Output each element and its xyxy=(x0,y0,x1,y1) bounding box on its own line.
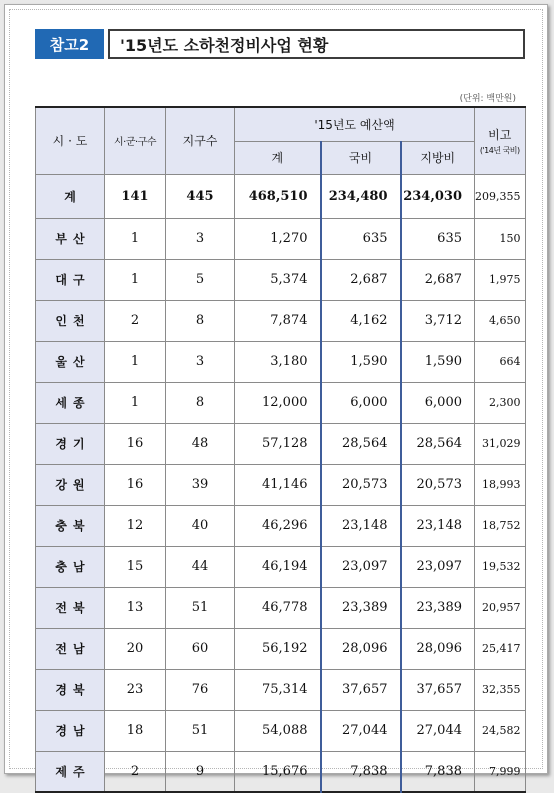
region-cell: 경남 xyxy=(36,710,105,751)
national-cell: 20,573 xyxy=(321,464,401,505)
note-cell: 2,300 xyxy=(475,382,526,423)
districts-cell: 44 xyxy=(166,546,235,587)
region-cell: 전남 xyxy=(36,628,105,669)
table-row xyxy=(36,628,526,669)
national-cell: 28,564 xyxy=(321,423,401,464)
local-cell: 23,148 xyxy=(401,505,475,546)
districts-cell: 3 xyxy=(166,341,235,382)
counties-cell: 141 xyxy=(105,174,166,218)
note-cell: 150 xyxy=(475,218,526,259)
region-cell: 부산 xyxy=(36,218,105,259)
national-cell: 234,480 xyxy=(321,174,401,218)
total-cell: 41,146 xyxy=(235,464,321,505)
note-cell: 19,532 xyxy=(475,546,526,587)
table-row xyxy=(36,505,526,546)
region-cell: 전북 xyxy=(36,587,105,628)
districts-cell: 445 xyxy=(166,174,235,218)
districts-cell: 40 xyxy=(166,505,235,546)
counties-cell: 1 xyxy=(105,382,166,423)
header-national: 국비 xyxy=(321,141,401,174)
local-cell: 27,044 xyxy=(401,710,475,751)
counties-cell: 1 xyxy=(105,218,166,259)
note-cell: 7,999 xyxy=(475,751,526,792)
table-row xyxy=(36,464,526,505)
total-cell: 7,874 xyxy=(235,300,321,341)
region-cell: 세종 xyxy=(36,382,105,423)
local-cell: 3,712 xyxy=(401,300,475,341)
header-note xyxy=(475,107,526,174)
region-cell: 제주 xyxy=(36,751,105,792)
table-row xyxy=(36,341,526,382)
region-cell: 충북 xyxy=(36,505,105,546)
note-cell: 18,993 xyxy=(475,464,526,505)
reference-badge: 참고2 xyxy=(35,29,104,59)
total-cell: 56,192 xyxy=(235,628,321,669)
counties-cell: 2 xyxy=(105,751,166,792)
note-cell: 24,582 xyxy=(475,710,526,751)
districts-cell: 76 xyxy=(166,669,235,710)
counties-cell: 1 xyxy=(105,341,166,382)
local-cell: 7,838 xyxy=(401,751,475,792)
total-cell: 3,180 xyxy=(235,341,321,382)
region-cell: 대구 xyxy=(36,259,105,300)
unit-label: (단위: 백만원) xyxy=(459,94,516,104)
region-cell: 인천 xyxy=(36,300,105,341)
note-cell: 31,029 xyxy=(475,423,526,464)
districts-cell: 39 xyxy=(166,464,235,505)
national-cell: 23,097 xyxy=(321,546,401,587)
counties-cell: 13 xyxy=(105,587,166,628)
header-region: 시 · 도 xyxy=(36,107,105,174)
note-cell: 664 xyxy=(475,341,526,382)
counties-cell: 16 xyxy=(105,423,166,464)
counties-cell: 16 xyxy=(105,464,166,505)
districts-cell: 3 xyxy=(166,218,235,259)
total-cell: 468,510 xyxy=(235,174,321,218)
header-note-label: 비고 xyxy=(488,127,512,142)
local-cell: 23,389 xyxy=(401,587,475,628)
header-total: 계 xyxy=(235,141,321,174)
counties-cell: 18 xyxy=(105,710,166,751)
local-cell: 23,097 xyxy=(401,546,475,587)
total-cell: 57,128 xyxy=(235,423,321,464)
national-cell: 23,148 xyxy=(321,505,401,546)
national-cell: 27,044 xyxy=(321,710,401,751)
counties-cell: 2 xyxy=(105,300,166,341)
local-cell: 2,687 xyxy=(401,259,475,300)
districts-cell: 51 xyxy=(166,587,235,628)
table-row xyxy=(36,587,526,628)
districts-cell: 5 xyxy=(166,259,235,300)
national-cell: 4,162 xyxy=(321,300,401,341)
page-title: '15년도 소하천정비사업 현황 xyxy=(108,29,525,59)
table-row xyxy=(36,382,526,423)
counties-cell: 20 xyxy=(105,628,166,669)
table-row xyxy=(36,300,526,341)
table-row xyxy=(36,710,526,751)
total-cell: 46,778 xyxy=(235,587,321,628)
local-cell: 20,573 xyxy=(401,464,475,505)
total-cell: 1,270 xyxy=(235,218,321,259)
districts-cell: 51 xyxy=(166,710,235,751)
local-cell: 635 xyxy=(401,218,475,259)
region-cell: 계 xyxy=(36,174,105,218)
region-cell: 충남 xyxy=(36,546,105,587)
local-cell: 6,000 xyxy=(401,382,475,423)
table-row xyxy=(36,259,526,300)
note-cell: 32,355 xyxy=(475,669,526,710)
districts-cell: 8 xyxy=(166,382,235,423)
national-cell: 37,657 xyxy=(321,669,401,710)
districts-cell: 8 xyxy=(166,300,235,341)
national-cell: 7,838 xyxy=(321,751,401,792)
local-cell: 1,590 xyxy=(401,341,475,382)
national-cell: 23,389 xyxy=(321,587,401,628)
national-cell: 6,000 xyxy=(321,382,401,423)
header-districts: 지구수 xyxy=(166,107,235,174)
counties-cell: 15 xyxy=(105,546,166,587)
national-cell: 1,590 xyxy=(321,341,401,382)
region-cell: 경기 xyxy=(36,423,105,464)
local-cell: 234,030 xyxy=(401,174,475,218)
counties-cell: 12 xyxy=(105,505,166,546)
table-row xyxy=(36,218,526,259)
region-cell: 경북 xyxy=(36,669,105,710)
table-row xyxy=(36,423,526,464)
local-cell: 28,096 xyxy=(401,628,475,669)
districts-cell: 48 xyxy=(166,423,235,464)
national-cell: 2,687 xyxy=(321,259,401,300)
header-counties: 시·군·구수 xyxy=(105,107,166,174)
counties-cell: 23 xyxy=(105,669,166,710)
table-row-total xyxy=(36,174,526,218)
districts-cell: 60 xyxy=(166,628,235,669)
note-cell: 20,957 xyxy=(475,587,526,628)
note-cell: 1,975 xyxy=(475,259,526,300)
budget-table xyxy=(35,106,526,793)
document-frame xyxy=(4,4,548,779)
local-cell: 37,657 xyxy=(401,669,475,710)
total-cell: 46,194 xyxy=(235,546,321,587)
total-cell: 54,088 xyxy=(235,710,321,751)
total-cell: 75,314 xyxy=(235,669,321,710)
header-local: 지방비 xyxy=(401,141,475,174)
note-cell: 25,417 xyxy=(475,628,526,669)
note-cell: 18,752 xyxy=(475,505,526,546)
table-row xyxy=(36,546,526,587)
region-cell: 울산 xyxy=(36,341,105,382)
table-row xyxy=(36,751,526,792)
total-cell: 15,676 xyxy=(235,751,321,792)
table-row xyxy=(36,669,526,710)
header-budget-group: '15년도 예산액 xyxy=(235,107,475,141)
header-note-sub: ('14년 국비) xyxy=(479,145,520,155)
districts-cell: 9 xyxy=(166,751,235,792)
national-cell: 28,096 xyxy=(321,628,401,669)
total-cell: 46,296 xyxy=(235,505,321,546)
total-cell: 12,000 xyxy=(235,382,321,423)
region-cell: 강원 xyxy=(36,464,105,505)
counties-cell: 1 xyxy=(105,259,166,300)
note-cell: 4,650 xyxy=(475,300,526,341)
local-cell: 28,564 xyxy=(401,423,475,464)
note-cell: 209,355 xyxy=(475,174,526,218)
national-cell: 635 xyxy=(321,218,401,259)
title-row xyxy=(35,29,525,59)
total-cell: 5,374 xyxy=(235,259,321,300)
